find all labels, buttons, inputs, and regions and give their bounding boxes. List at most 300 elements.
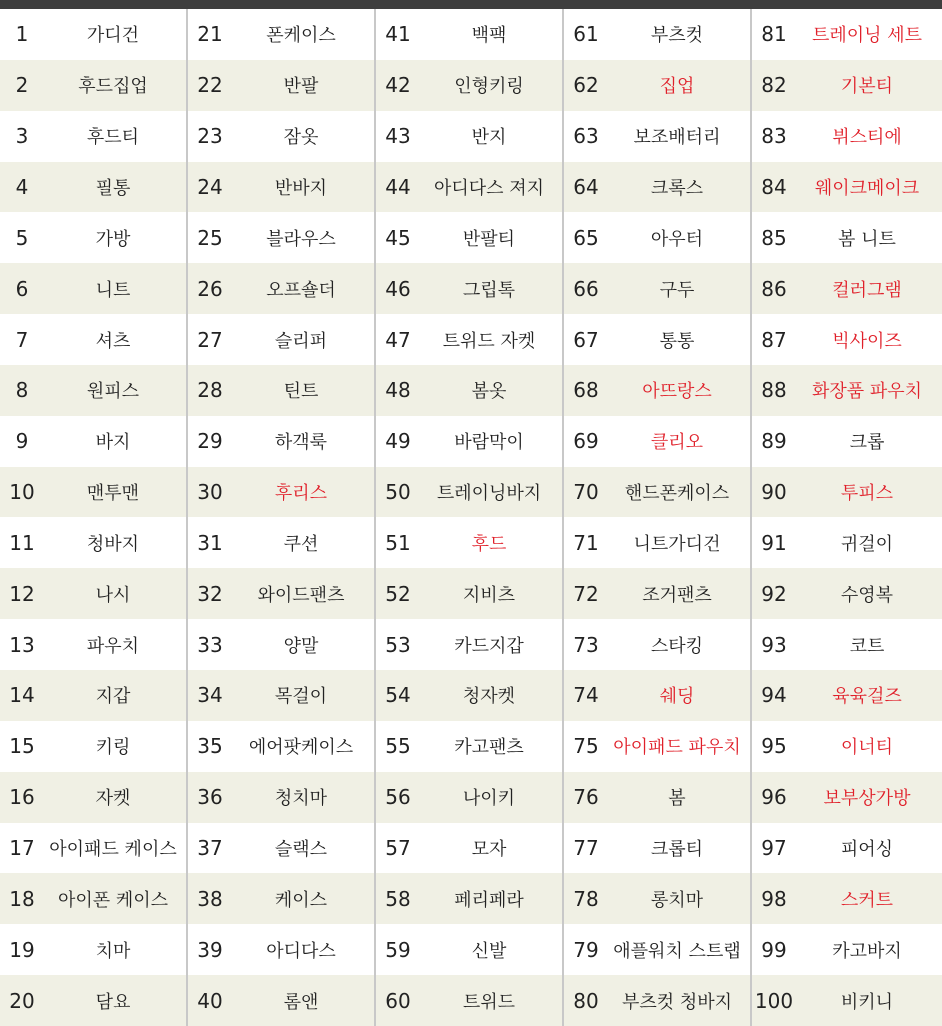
rank-number: 58 bbox=[385, 886, 411, 911]
keyword-label: 후리스 bbox=[274, 483, 328, 505]
table-cell bbox=[564, 924, 752, 975]
keyword-label: 셔츠 bbox=[95, 330, 131, 352]
rank-number: 68 bbox=[573, 378, 599, 403]
table-cell bbox=[188, 365, 376, 416]
rank-number: 12 bbox=[9, 581, 35, 606]
table-cell bbox=[376, 162, 564, 213]
keyword-label: 트위드 bbox=[462, 991, 516, 1013]
keyword-label: 반팔 bbox=[283, 76, 319, 98]
table-cell bbox=[752, 212, 942, 263]
keyword-label: 카고바지 bbox=[832, 940, 902, 962]
table-cell bbox=[0, 823, 188, 874]
rank-number: 81 bbox=[761, 22, 787, 47]
keyword-label: 쉐딩 bbox=[659, 686, 695, 708]
rank-number: 53 bbox=[385, 632, 411, 657]
rank-number: 63 bbox=[573, 124, 599, 149]
rank-number: 79 bbox=[573, 937, 599, 962]
rank-number: 85 bbox=[761, 225, 787, 250]
keyword-label: 뷔스티에 bbox=[832, 127, 902, 149]
table-cell bbox=[0, 365, 188, 416]
rank-number: 69 bbox=[573, 429, 599, 454]
table-cell bbox=[564, 365, 752, 416]
rank-number: 83 bbox=[761, 124, 787, 149]
keyword-label: 그립톡 bbox=[462, 279, 516, 301]
table-cell bbox=[376, 314, 564, 365]
table-cell bbox=[0, 924, 188, 975]
table-cell bbox=[752, 9, 942, 60]
table-cell bbox=[376, 416, 564, 467]
table-cell bbox=[564, 60, 752, 111]
table-cell bbox=[0, 568, 188, 619]
keyword-label: 롬앤 bbox=[283, 991, 319, 1013]
table-cell bbox=[564, 873, 752, 924]
keyword-label: 반지 bbox=[471, 127, 507, 149]
rank-number: 18 bbox=[9, 886, 35, 911]
table-cell bbox=[188, 111, 376, 162]
rank-number: 67 bbox=[573, 327, 599, 352]
table-cell bbox=[188, 60, 376, 111]
keyword-label: 아이패드 파우치 bbox=[613, 737, 741, 759]
table-cell bbox=[564, 416, 752, 467]
table-cell bbox=[564, 823, 752, 874]
keyword-label: 아디다스 져지 bbox=[433, 177, 545, 199]
keyword-label: 크록스 bbox=[650, 177, 704, 199]
table-cell bbox=[188, 670, 376, 721]
rank-number: 47 bbox=[385, 327, 411, 352]
keyword-label: 치마 bbox=[95, 940, 131, 962]
table-cell bbox=[564, 111, 752, 162]
rank-number: 14 bbox=[9, 683, 35, 708]
rank-number: 5 bbox=[15, 225, 29, 250]
keyword-label: 나시 bbox=[95, 584, 131, 606]
rank-number: 22 bbox=[197, 73, 223, 98]
table-cell bbox=[752, 416, 942, 467]
table-cell bbox=[188, 924, 376, 975]
rank-number: 2 bbox=[15, 73, 29, 98]
keyword-label: 맨투맨 bbox=[86, 483, 140, 505]
table-cell bbox=[564, 619, 752, 670]
rank-number: 11 bbox=[9, 530, 35, 555]
rank-number: 24 bbox=[197, 174, 223, 199]
rank-number: 50 bbox=[385, 480, 411, 505]
rank-number: 61 bbox=[573, 22, 599, 47]
keyword-label: 케이스 bbox=[274, 889, 328, 911]
rank-number: 32 bbox=[197, 581, 223, 606]
keyword-label: 스커트 bbox=[840, 889, 894, 911]
rank-number: 77 bbox=[573, 836, 599, 861]
keyword-label: 피어싱 bbox=[840, 839, 894, 861]
table-cell bbox=[376, 924, 564, 975]
table-cell bbox=[0, 314, 188, 365]
table-cell bbox=[752, 60, 942, 111]
table-cell bbox=[376, 517, 564, 568]
rank-number: 94 bbox=[761, 683, 787, 708]
keyword-label: 화장품 파우치 bbox=[811, 381, 923, 403]
rank-number: 16 bbox=[9, 785, 35, 810]
rank-number: 71 bbox=[573, 530, 599, 555]
rank-number: 78 bbox=[573, 886, 599, 911]
table-cell bbox=[188, 619, 376, 670]
table-cell bbox=[376, 772, 564, 823]
table-cell bbox=[752, 568, 942, 619]
table-cell bbox=[0, 162, 188, 213]
table-cell bbox=[564, 517, 752, 568]
table-cell bbox=[188, 517, 376, 568]
table-cell bbox=[0, 721, 188, 772]
keyword-label: 필통 bbox=[95, 177, 131, 199]
keyword-label: 와이드팬츠 bbox=[257, 584, 345, 606]
table-cell bbox=[0, 467, 188, 518]
rank-number: 73 bbox=[573, 632, 599, 657]
table-cell bbox=[188, 721, 376, 772]
keyword-label: 바지 bbox=[95, 432, 131, 454]
table-cell bbox=[0, 212, 188, 263]
keyword-label: 지비츠 bbox=[462, 584, 516, 606]
table-cell bbox=[752, 162, 942, 213]
keyword-label: 기본티 bbox=[840, 76, 894, 98]
rank-number: 34 bbox=[197, 683, 223, 708]
rank-number: 75 bbox=[573, 734, 599, 759]
table-cell bbox=[376, 9, 564, 60]
keyword-label: 청치마 bbox=[274, 788, 328, 810]
keyword-label: 육육걸즈 bbox=[832, 686, 902, 708]
keyword-label: 웨이크메이크 bbox=[814, 177, 920, 199]
rank-number: 46 bbox=[385, 276, 411, 301]
table-cell bbox=[0, 975, 188, 1026]
keyword-label: 지갑 bbox=[95, 686, 131, 708]
keyword-label: 보부상가방 bbox=[823, 788, 911, 810]
table-cell bbox=[752, 111, 942, 162]
table-cell bbox=[376, 975, 564, 1026]
keyword-label: 원피스 bbox=[86, 381, 140, 403]
keyword-label: 아뜨랑스 bbox=[642, 381, 712, 403]
table-cell bbox=[0, 416, 188, 467]
keyword-label: 목걸이 bbox=[274, 686, 328, 708]
keyword-label: 핸드폰케이스 bbox=[624, 483, 730, 505]
table-cell bbox=[752, 467, 942, 518]
keyword-label: 투피스 bbox=[840, 483, 894, 505]
table-cell bbox=[564, 721, 752, 772]
table-cell bbox=[564, 162, 752, 213]
rank-number: 48 bbox=[385, 378, 411, 403]
keyword-label: 가방 bbox=[95, 228, 131, 250]
keyword-label: 쿠션 bbox=[283, 533, 319, 555]
table-cell bbox=[752, 873, 942, 924]
rank-number: 35 bbox=[197, 734, 223, 759]
table-cell bbox=[564, 467, 752, 518]
keyword-label: 봄 니트 bbox=[838, 228, 896, 250]
table-cell bbox=[564, 772, 752, 823]
keyword-label: 애플워치 스트랩 bbox=[613, 940, 741, 962]
table-cell bbox=[564, 975, 752, 1026]
rank-number: 64 bbox=[573, 174, 599, 199]
table-cell bbox=[752, 263, 942, 314]
keyword-label: 보조배터리 bbox=[633, 127, 721, 149]
keyword-label: 파우치 bbox=[86, 635, 140, 657]
table-cell bbox=[188, 212, 376, 263]
table-cell bbox=[564, 212, 752, 263]
rank-number: 74 bbox=[573, 683, 599, 708]
rank-number: 40 bbox=[197, 988, 223, 1013]
rank-number: 23 bbox=[197, 124, 223, 149]
rank-number: 100 bbox=[754, 988, 794, 1013]
rank-number: 3 bbox=[15, 124, 29, 149]
rank-number: 6 bbox=[15, 276, 29, 301]
table-cell bbox=[188, 975, 376, 1026]
keyword-label: 백팩 bbox=[471, 25, 507, 47]
table-cell bbox=[376, 721, 564, 772]
table-cell bbox=[0, 619, 188, 670]
keyword-label: 양말 bbox=[283, 635, 319, 657]
rank-number: 80 bbox=[573, 988, 599, 1013]
rank-number: 30 bbox=[197, 480, 223, 505]
keyword-label: 가디건 bbox=[86, 25, 140, 47]
rank-number: 38 bbox=[197, 886, 223, 911]
keyword-label: 청자켓 bbox=[462, 686, 516, 708]
rank-number: 86 bbox=[761, 276, 787, 301]
rank-number: 92 bbox=[761, 581, 787, 606]
keyword-label: 통통 bbox=[659, 330, 695, 352]
keyword-label: 후드 bbox=[471, 533, 507, 555]
rank-number: 27 bbox=[197, 327, 223, 352]
rank-number: 96 bbox=[761, 785, 787, 810]
rank-number: 4 bbox=[15, 174, 29, 199]
table-cell bbox=[0, 517, 188, 568]
keyword-label: 자켓 bbox=[95, 788, 131, 810]
keyword-label: 아이패드 케이스 bbox=[49, 839, 177, 861]
rank-number: 42 bbox=[385, 73, 411, 98]
keyword-label: 키링 bbox=[95, 737, 131, 759]
rank-number: 19 bbox=[9, 937, 35, 962]
keyword-label: 크롭 bbox=[849, 432, 885, 454]
table-cell bbox=[752, 619, 942, 670]
rank-number: 37 bbox=[197, 836, 223, 861]
rank-number: 52 bbox=[385, 581, 411, 606]
rank-number: 59 bbox=[385, 937, 411, 962]
table-cell bbox=[376, 60, 564, 111]
keyword-label: 반팔티 bbox=[462, 228, 516, 250]
rank-number: 45 bbox=[385, 225, 411, 250]
rank-number: 21 bbox=[197, 22, 223, 47]
table-cell bbox=[188, 467, 376, 518]
keyword-label: 신발 bbox=[471, 940, 507, 962]
table-cell bbox=[376, 670, 564, 721]
table-cell bbox=[752, 670, 942, 721]
keyword-label: 에어팟케이스 bbox=[248, 737, 354, 759]
rank-number: 28 bbox=[197, 378, 223, 403]
keyword-label: 후드집업 bbox=[78, 76, 148, 98]
keyword-label: 니트 bbox=[95, 279, 131, 301]
table-cell bbox=[752, 975, 942, 1026]
table-cell bbox=[376, 823, 564, 874]
keyword-label: 나이키 bbox=[462, 788, 516, 810]
table-cell bbox=[752, 517, 942, 568]
keyword-label: 크롭티 bbox=[650, 839, 704, 861]
rank-number: 82 bbox=[761, 73, 787, 98]
table-cell bbox=[752, 365, 942, 416]
rank-number: 33 bbox=[197, 632, 223, 657]
keyword-label: 인형키링 bbox=[454, 76, 524, 98]
rank-number: 51 bbox=[385, 530, 411, 555]
keyword-label: 바람막이 bbox=[454, 432, 524, 454]
rank-number: 44 bbox=[385, 174, 411, 199]
rank-number: 99 bbox=[761, 937, 787, 962]
table-cell bbox=[188, 568, 376, 619]
table-cell bbox=[376, 467, 564, 518]
rank-number: 7 bbox=[15, 327, 29, 352]
rank-number: 93 bbox=[761, 632, 787, 657]
table-cell bbox=[0, 263, 188, 314]
rank-number: 90 bbox=[761, 480, 787, 505]
keyword-label: 귀걸이 bbox=[840, 533, 894, 555]
keyword-label: 모자 bbox=[471, 839, 507, 861]
rank-number: 36 bbox=[197, 785, 223, 810]
table-cell bbox=[188, 416, 376, 467]
table-cell bbox=[188, 162, 376, 213]
rank-number: 41 bbox=[385, 22, 411, 47]
keyword-label: 슬리퍼 bbox=[274, 330, 328, 352]
rank-number: 95 bbox=[761, 734, 787, 759]
table-cell bbox=[752, 823, 942, 874]
table-cell bbox=[376, 212, 564, 263]
keyword-label: 카고팬츠 bbox=[454, 737, 524, 759]
table-cell bbox=[752, 924, 942, 975]
keyword-label: 스타킹 bbox=[650, 635, 704, 657]
keyword-label: 부츠컷 bbox=[650, 25, 704, 47]
keyword-label: 페리페라 bbox=[454, 889, 524, 911]
rank-number: 54 bbox=[385, 683, 411, 708]
rank-number: 76 bbox=[573, 785, 599, 810]
keyword-label: 조거팬츠 bbox=[642, 584, 712, 606]
rank-number: 31 bbox=[197, 530, 223, 555]
keyword-label: 봄옷 bbox=[471, 381, 507, 403]
table-cell bbox=[376, 873, 564, 924]
rank-number: 17 bbox=[9, 836, 35, 861]
table-cell bbox=[0, 670, 188, 721]
keyword-label: 오프숄더 bbox=[266, 279, 336, 301]
rank-number: 87 bbox=[761, 327, 787, 352]
keyword-label: 폰케이스 bbox=[266, 25, 336, 47]
rank-number: 84 bbox=[761, 174, 787, 199]
keyword-label: 수영복 bbox=[840, 584, 894, 606]
keyword-label: 컬러그램 bbox=[832, 279, 902, 301]
table-cell bbox=[188, 823, 376, 874]
rank-number: 57 bbox=[385, 836, 411, 861]
keyword-label: 롱치마 bbox=[650, 889, 704, 911]
table-cell bbox=[0, 9, 188, 60]
keyword-label: 반바지 bbox=[274, 177, 328, 199]
rank-number: 15 bbox=[9, 734, 35, 759]
rank-number: 62 bbox=[573, 73, 599, 98]
rank-number: 43 bbox=[385, 124, 411, 149]
rank-number: 88 bbox=[761, 378, 787, 403]
keyword-label: 빅사이즈 bbox=[832, 330, 902, 352]
rank-number: 60 bbox=[385, 988, 411, 1013]
keyword-label: 이너티 bbox=[840, 737, 894, 759]
table-cell bbox=[752, 772, 942, 823]
table-cell bbox=[564, 263, 752, 314]
rank-number: 70 bbox=[573, 480, 599, 505]
rank-number: 98 bbox=[761, 886, 787, 911]
rank-number: 8 bbox=[15, 378, 29, 403]
keyword-label: 슬랙스 bbox=[274, 839, 328, 861]
table-cell bbox=[564, 314, 752, 365]
rank-number: 72 bbox=[573, 581, 599, 606]
keyword-label: 카드지갑 bbox=[454, 635, 524, 657]
table-cell bbox=[376, 263, 564, 314]
keyword-label: 블라우스 bbox=[266, 228, 336, 250]
rank-number: 89 bbox=[761, 429, 787, 454]
table-cell bbox=[752, 721, 942, 772]
keyword-label: 담요 bbox=[95, 991, 131, 1013]
keyword-label: 틴트 bbox=[283, 381, 319, 403]
rank-number: 39 bbox=[197, 937, 223, 962]
rank-number: 20 bbox=[9, 988, 35, 1013]
keyword-label: 클리오 bbox=[650, 432, 704, 454]
table-cell bbox=[0, 873, 188, 924]
rank-number: 97 bbox=[761, 836, 787, 861]
table-cell bbox=[188, 263, 376, 314]
table-cell bbox=[564, 9, 752, 60]
table-cell bbox=[188, 9, 376, 60]
keyword-label: 부츠컷 청바지 bbox=[621, 991, 733, 1013]
keyword-label: 청바지 bbox=[86, 533, 140, 555]
top-bar bbox=[0, 0, 942, 9]
keyword-label: 트레이닝바지 bbox=[436, 483, 542, 505]
rank-number: 49 bbox=[385, 429, 411, 454]
table-cell bbox=[376, 365, 564, 416]
rank-number: 25 bbox=[197, 225, 223, 250]
rank-number: 13 bbox=[9, 632, 35, 657]
keyword-label: 구두 bbox=[659, 279, 695, 301]
keyword-label: 아디다스 bbox=[266, 940, 336, 962]
table-cell bbox=[376, 619, 564, 670]
keyword-label: 잠옷 bbox=[283, 127, 319, 149]
rank-number: 9 bbox=[15, 429, 29, 454]
table-cell bbox=[0, 772, 188, 823]
table-cell bbox=[0, 111, 188, 162]
rank-number: 66 bbox=[573, 276, 599, 301]
table-cell bbox=[0, 60, 188, 111]
keyword-label: 트위드 자켓 bbox=[442, 330, 536, 352]
rank-number: 26 bbox=[197, 276, 223, 301]
table-cell bbox=[376, 568, 564, 619]
keyword-label: 하객룩 bbox=[274, 432, 328, 454]
rank-number: 65 bbox=[573, 225, 599, 250]
rank-number: 10 bbox=[9, 480, 35, 505]
keyword-label: 집업 bbox=[659, 76, 695, 98]
rank-number: 1 bbox=[15, 22, 29, 47]
keyword-label: 니트가디건 bbox=[633, 533, 721, 555]
table-cell bbox=[564, 568, 752, 619]
table-cell bbox=[188, 772, 376, 823]
table-cell bbox=[188, 873, 376, 924]
table-cell bbox=[564, 670, 752, 721]
rank-number: 91 bbox=[761, 530, 787, 555]
rank-number: 56 bbox=[385, 785, 411, 810]
keyword-label: 코트 bbox=[849, 635, 885, 657]
keyword-label: 아이폰 케이스 bbox=[57, 889, 169, 911]
keyword-label: 아우터 bbox=[650, 228, 704, 250]
table-cell bbox=[188, 314, 376, 365]
keyword-label: 트레이닝 세트 bbox=[811, 25, 923, 47]
keyword-label: 후드티 bbox=[86, 127, 140, 149]
rank-number: 29 bbox=[197, 429, 223, 454]
keyword-label: 봄 bbox=[668, 788, 686, 810]
table-cell bbox=[376, 111, 564, 162]
table-cell bbox=[752, 314, 942, 365]
keyword-label: 비키니 bbox=[840, 991, 894, 1013]
